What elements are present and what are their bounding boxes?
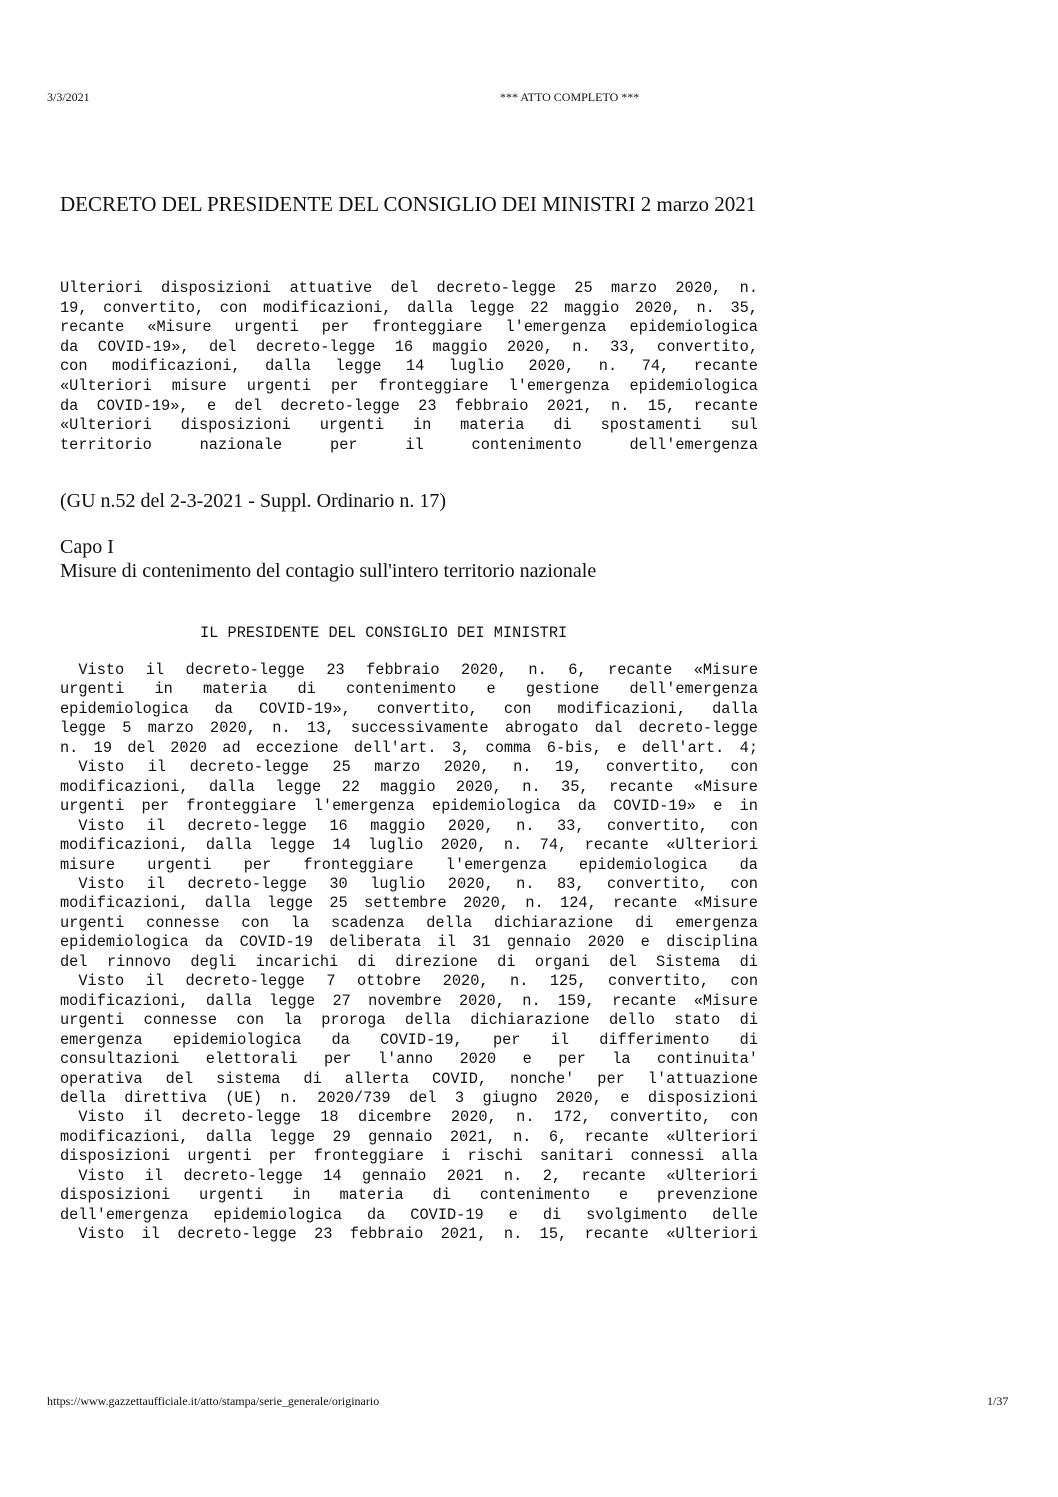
text-line: modificazioni, dalla legge 22 maggio 2020, n. 35, recante «Misure [60,777,758,796]
text-line: urgenti in materia di contenimento e gestione dell'emergenza [60,680,758,699]
body-text [60,661,758,1245]
text-line: epidemiologica da COVID-19 deliberata il 31 gennaio 2020 e disciplina [60,933,758,952]
text-line: da COVID-19», del decreto-legge 16 maggio 2020, n. 33, convertito, [60,337,758,356]
text-line: urgenti connesse con la scadenza della dichiarazione di emergenza [60,913,758,932]
text-line: 19, convertito, con modificazioni, dalla legge 22 maggio 2020, n. 35, [60,298,758,317]
text-line: modificazioni, dalla legge 14 luglio 2020, n. 74, recante «Ulteriori [60,836,758,855]
preamble-text [60,279,758,455]
text-line: urgenti connesse con la proroga della dichiarazione dello stato di [60,1011,758,1030]
text-line: disposizioni urgenti per fronteggiare i rischi sanitari connessi alla [60,1147,758,1166]
text-line: modificazioni, dalla legge 27 novembre 2020, n. 159, recante «Misure [60,991,758,1010]
text-line: «Ulteriori misure urgenti per fronteggiare l'emergenza epidemiologica [60,376,758,395]
text-line: consultazioni elettorali per l'anno 2020 e per la continuita' [60,1050,758,1069]
text-line: Visto il decreto-legge 14 gennaio 2021 n. 2, recante «Ulteriori [78,1166,758,1185]
text-line: misure urgenti per fronteggiare l'emergenza epidemiologica da [60,855,758,874]
text-line: epidemiologica da COVID-19», convertito, con modificazioni, dalla [60,699,758,718]
text-line: emergenza epidemiologica da COVID-19, per il differimento di [60,1030,758,1049]
header-date: 3/3/2021 [47,90,90,104]
text-line: n. 19 del 2020 ad eccezione dell'art. 3, comma 6-bis, e dell'art. 4; [60,738,758,757]
text-line: Visto il decreto-legge 16 maggio 2020, n. 33, convertito, con [78,816,758,835]
text-line: Visto il decreto-legge 7 ottobre 2020, n. 125, convertito, con [78,972,758,991]
text-line: territorio nazionale per il contenimento dell'emergenza [60,435,758,454]
header-title: *** ATTO COMPLETO *** [500,90,640,104]
text-line: della direttiva (UE) n. 2020/739 del 3 giugno 2020, e disposizioni [60,1088,758,1107]
text-line: Visto il decreto-legge 18 dicembre 2020, n. 172, convertito, con [78,1108,758,1127]
text-line: modificazioni, dalla legge 29 gennaio 2021, n. 6, recante «Ulteriori [60,1127,758,1146]
text-line: legge 5 marzo 2020, n. 13, successivamente abrogato dal decreto-legge [60,719,758,738]
text-line: modificazioni, dalla legge 25 settembre 2020, n. 124, recante «Misure [60,894,758,913]
footer-url: https://www.gazzettaufficiale.it/atto/stampa/serie_generale/originario [47,1394,380,1408]
chapter-number: Capo I [60,536,114,558]
gazette-reference: (GU n.52 del 2-3-2021 - Suppl. Ordinario n. 17) [60,490,447,512]
text-line: urgenti per fronteggiare l'emergenza epidemiologica da COVID-19» e in [60,797,758,816]
text-line: del rinnovo degli incarichi di direzione di organi del Sistema di [60,952,758,971]
text-line: Visto il decreto-legge 23 febbraio 2021, n. 15, recante «Ulteriori [78,1225,758,1244]
page-number: 1/37 [987,1394,1009,1408]
text-line: «Ulteriori disposizioni urgenti in materia di spostamenti sul [60,416,758,435]
text-line: con modificazioni, dalla legge 14 luglio 2020, n. 74, recante [60,357,758,376]
text-line: recante «Misure urgenti per fronteggiare l'emergenza epidemiologica [60,318,758,337]
text-line: dell'emergenza epidemiologica da COVID-19 e di svolgimento delle [60,1205,758,1224]
document-title: DECRETO DEL PRESIDENTE DEL CONSIGLIO DEI MINISTRI 2 marzo 2021 [60,192,757,216]
text-line: Visto il decreto-legge 23 febbraio 2020, n. 6, recante «Misure [78,661,758,679]
chapter-title: Misure di contenimento del contagio sull'intero territorio nazionale [60,560,597,582]
issuer-heading: IL PRESIDENTE DEL CONSIGLIO DEI MINISTRI [200,624,568,642]
chapter-heading [60,535,596,583]
text-line: disposizioni urgenti in materia di contenimento e prevenzione [60,1186,758,1205]
text-line: da COVID-19», e del decreto-legge 23 febbraio 2021, n. 15, recante [60,396,758,415]
text-line: Visto il decreto-legge 30 luglio 2020, n. 83, convertito, con [78,874,758,893]
text-line: operativa del sistema di allerta COVID, nonche' per l'attuazione [60,1069,758,1088]
text-line: Visto il decreto-legge 25 marzo 2020, n. 19, convertito, con [78,758,758,777]
text-line: Ulteriori disposizioni attuative del decreto-legge 25 marzo 2020, n. [60,279,758,297]
